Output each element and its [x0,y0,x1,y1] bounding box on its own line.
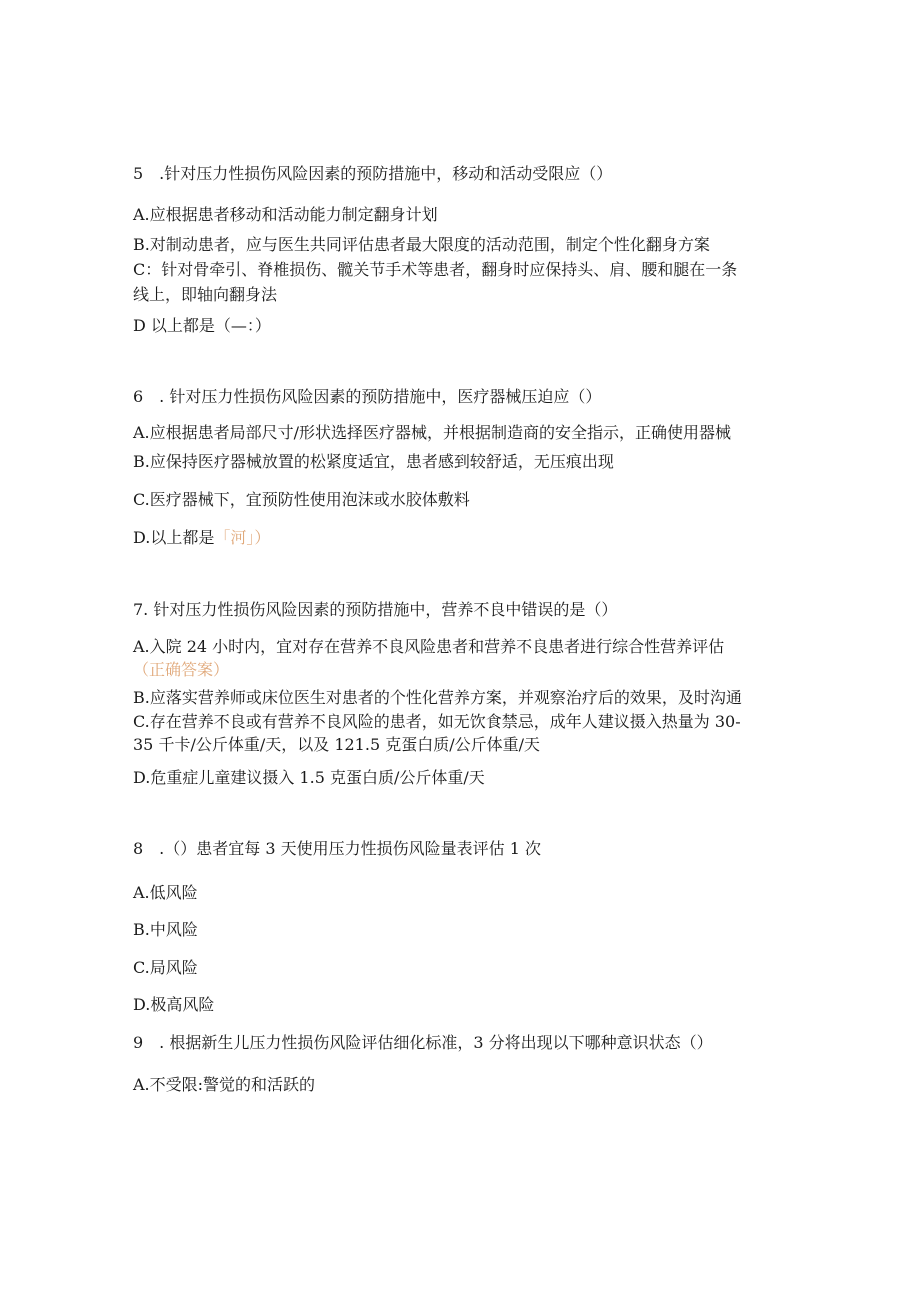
question-5-option-c: C：针对骨牵引、脊椎损伤、髋关节手术等患者，翻身时应保持头、肩、腰和腿在一条 [133,260,738,279]
question-7-option-b: B.应落实营养师或床位医生对患者的个性化营养方案，并观察治疗后的效果，及时沟通 [133,688,742,707]
question-8-stem: 8 .（）患者宜每 3 天使用压力性损伤风险量表评估 1 次 [133,839,541,858]
question-9-option-a: A.不受限:警觉的和活跃的 [133,1075,316,1094]
question-8-option-d: D.极高风险 [133,995,215,1014]
question-8-option-c: C.局风险 [133,958,198,977]
question-6-stem: 6 . 针对压力性损伤风险因素的预防措施中，医疗器械压迫应（） [133,387,602,406]
answer-mark: 「河」） [214,528,271,547]
question-9-stem: 9 . 根据新生儿压力性损伤风险评估细化标准，3 分将出现以下哪种意识状态（） [133,1033,713,1052]
question-5-option-d: D 以上都是（—：） [133,316,271,335]
question-6-option-b: B.应保持医疗器械放置的松紧度适宜，患者感到较舒适，无压痕出现 [133,452,614,471]
question-5-option-b: B.对制动患者，应与医生共同评估患者最大限度的活动范围，制定个性化翻身方案 [133,235,710,254]
question-7-option-a: A.入院 24 小时内，宜对存在营养不良风险患者和营养不良患者进行综合性营养评估 [133,637,725,656]
question-6-option-d-row [133,528,270,548]
question-8-option-a: A.低风险 [133,883,198,902]
question-6-option-d: D.以上都是 [133,528,215,547]
question-6-option-a: A.应根据患者局部尺寸/形状选择医疗器械，并根据制造商的安全指示，正确使用器械 [133,423,732,442]
question-6-option-c: C.医疗器械下，宜预防性使用泡沫或水胶体敷料 [133,490,470,509]
question-8-option-b: B.中风险 [133,920,198,939]
question-5-option-c-cont: 线上，即轴向翻身法 [133,285,278,304]
question-5-stem: 5 .针对压力性损伤风险因素的预防措施中，移动和活动受限应（） [133,164,613,183]
question-7-option-c-cont: 35 千卡/公斤体重/天，以及 121.5 克蛋白质/公斤体重/天 [133,735,540,754]
question-7-stem: 7. 针对压力性损伤风险因素的预防措施中，营养不良中错误的是（） [133,600,618,619]
question-5-option-a: A.应根据患者移动和活动能力制定翻身计划 [133,205,438,224]
question-7-option-d: D.危重症儿童建议摄入 1.5 克蛋白质/公斤体重/天 [133,768,485,787]
answer-mark: （正确答案） [133,660,230,679]
question-7-option-c: C.存在营养不良或有营养不良风险的患者，如无饮食禁忌，成年人建议摄入热量为 30- [133,712,741,731]
